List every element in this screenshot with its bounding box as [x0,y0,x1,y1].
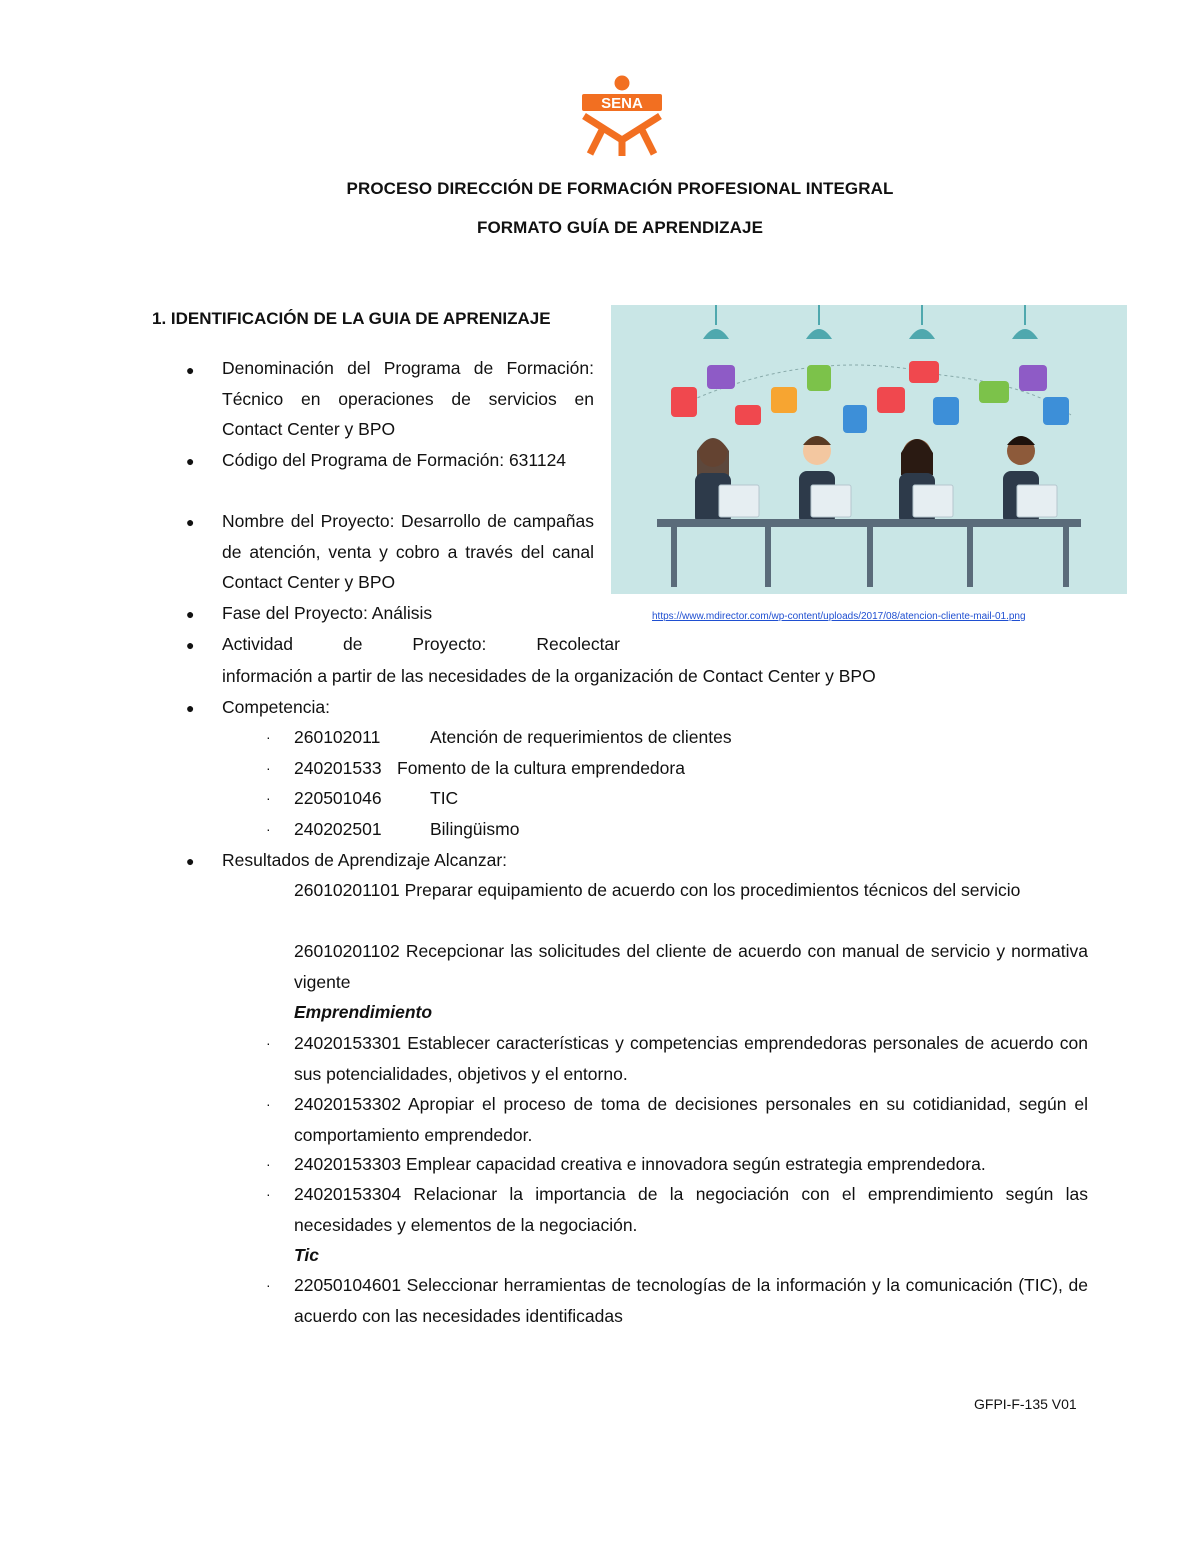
project-phase-item: Fase del Proyecto: Análisis [222,603,433,623]
image-source-link[interactable]: https://www.mdirector.com/wp-content/uploads/2017/08/atencion-cliente-mail-01.png [652,611,1026,622]
competence-code: 240201533 [294,758,382,778]
learning-result: 24020153302 Apropiar el proceso de toma de decisiones personales en su cotidianidad, según el comportamiento emprendedor. [294,1094,1088,1145]
document-subtitle: FORMATO GUÍA DE APRENDIZAJE [476,218,764,237]
square-bullet-icon: · [266,1186,271,1202]
learning-result: 24020153304 Relacionar la importancia de la negociación con el emprendimiento según las necesidades y elementos de la negociación. [294,1184,1088,1235]
svg-text:SENA: SENA [601,95,643,112]
square-bullet-icon: · [266,790,271,806]
square-bullet-icon: · [266,1096,271,1112]
competence-code: 220501046 [294,788,382,808]
competence-item: Competencia: [222,697,330,717]
square-bullet-icon: · [266,729,271,745]
square-bullet-icon: · [266,1035,271,1051]
bullet-icon: ● [186,453,195,469]
learning-result: 26010201101 Preparar equipamiento de acuerdo con los procedimientos técnicos del servicio [294,880,1021,900]
document-code-footer: GFPI-F-135 V01 [974,1396,1077,1412]
competence-label: TIC [430,788,459,808]
learning-result: 22050104601 Seleccionar herramientas de tecnologías de la información y la comunicación (TIC), de acuerdo con las necesidades identificadas [294,1275,1088,1326]
competence-label: Bilingüismo [430,819,520,839]
bullet-icon: ● [186,606,195,622]
square-bullet-icon: · [266,1277,271,1293]
sena-logo [578,74,666,158]
learning-result: 24020153303 Emplear capacidad creativa e innovadora según estrategia emprendedora. [294,1154,986,1174]
competence-label: Atención de requerimientos de clientes [430,727,732,747]
competence-code: 260102011 [294,727,381,747]
learning-result: 24020153301 Establecer características y competencias emprendedoras personales de acuerdo con sus potencialidades, objetivos y el entorno. [294,1033,1088,1084]
program-name-item: Denominación del Programa de Formación: Técnico en operaciones de servicios en Contact Center y BPO [222,358,594,439]
contact-center-illustration [611,305,1127,594]
learning-result: 26010201102 Recepcionar las solicitudes del cliente de acuerdo con manual de servicio y normativa vigente [294,941,1088,992]
project-name-item: Nombre del Proyecto: Desarrollo de campañas de atención, venta y cobro a través del canal Contact Center y BPO [222,511,594,592]
document-title: PROCESO DIRECCIÓN DE FORMACIÓN PROFESIONAL INTEGRAL [346,179,894,198]
section-heading: 1. IDENTIFICACIÓN DE LA GUIA DE APRENIZAJE [152,309,551,328]
competence-label: Fomento de la cultura emprendedora [397,758,685,778]
bullet-icon: ● [186,362,195,378]
square-bullet-icon: · [266,821,271,837]
bullet-icon: ● [186,637,195,653]
bullet-icon: ● [186,700,195,716]
learning-results-item: Resultados de Aprendizaje Alcanzar: [222,850,508,870]
project-activity-item: Actividad de Proyecto: Recolectar [222,634,620,654]
square-bullet-icon: · [266,1156,271,1172]
subsection-heading: Emprendimiento [294,1002,433,1022]
competence-code: 240202501 [294,819,382,839]
bullet-icon: ● [186,514,195,530]
project-activity-continuation: información a partir de las necesidades de la organización de Contact Center y BPO [222,666,876,686]
square-bullet-icon: · [266,760,271,776]
subsection-heading: Tic [294,1245,319,1265]
program-code-item: Código del Programa de Formación: 631124 [222,450,567,470]
bullet-icon: ● [186,853,195,869]
